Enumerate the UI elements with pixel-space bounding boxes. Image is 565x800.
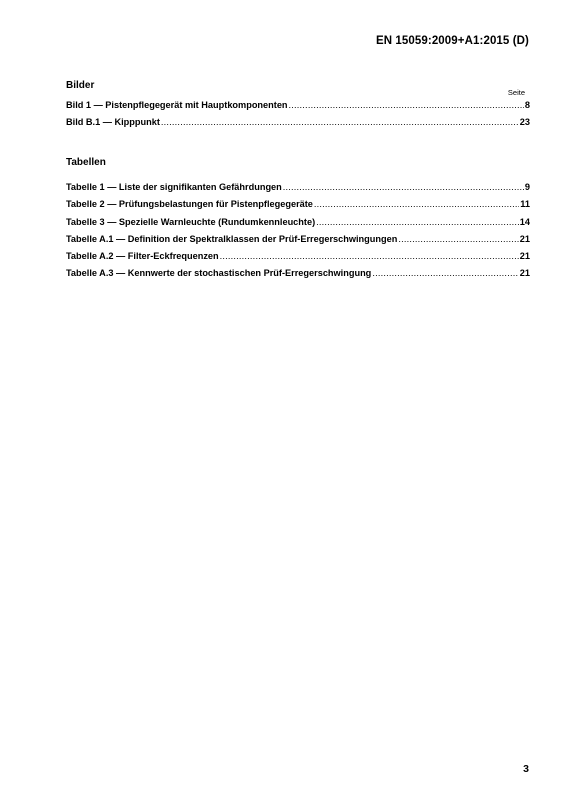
toc-entry-table-2[interactable] (66, 199, 530, 216)
toc-entry-page: 21 (519, 233, 530, 244)
toc-dot-leader (283, 182, 524, 192)
page-number: 3 (523, 763, 529, 775)
toc-entry-figure-b1[interactable] (66, 117, 530, 134)
toc-entry-title: Tabelle 1 — Liste der signifikanten Gefährdungen (66, 182, 282, 192)
toc-entry-title: Tabelle 3 — Spezielle Warnleuchte (Rundumkennleuchte) (66, 216, 316, 227)
toc-dot-leader (220, 251, 519, 261)
toc-dot-leader (372, 268, 518, 278)
toc-dot-leader (398, 234, 518, 244)
toc-entry-title: Bild B.1 — Kipppunkt (66, 117, 160, 128)
toc-entry-table-a1[interactable] (66, 234, 530, 251)
tables-toc-list (66, 182, 530, 286)
figures-toc-list (66, 100, 530, 135)
toc-entry-page: 21 (519, 251, 530, 262)
toc-entry-table-a3[interactable] (66, 268, 530, 285)
toc-entry-title: Tabelle A.2 — Filter-Eckfrequenzen (66, 251, 219, 262)
toc-entry-figure-1[interactable] (66, 100, 530, 117)
toc-entry-page: 11 (520, 199, 530, 210)
figures-heading: Bilder (66, 80, 95, 91)
toc-entry-title: Bild 1 — Pistenpflegegerät mit Hauptkomponenten (66, 100, 288, 110)
toc-entry-table-a2[interactable] (66, 251, 530, 268)
toc-entry-title: Tabelle A.1 — Definition der Spektralklassen der Prüf-Erregerschwingungen (66, 233, 398, 244)
toc-entry-table-1[interactable] (66, 182, 530, 199)
toc-entry-page: 14 (519, 216, 530, 227)
toc-entry-table-3[interactable] (66, 217, 530, 234)
toc-entry-title: Tabelle 2 — Prüfungsbelastungen für Pistenpflegegeräte (66, 199, 313, 210)
page-column-label: Seite (507, 88, 525, 97)
toc-entry-page: 21 (519, 268, 530, 279)
toc-dot-leader (314, 199, 519, 209)
toc-entry-page: 8 (524, 100, 530, 110)
toc-entry-title: Tabelle A.3 — Kennwerte der stochastischen Prüf-Erregerschwingung (66, 268, 372, 279)
toc-entry-page: 23 (519, 117, 530, 128)
document-header-id: EN 15059:2009+A1:2015 (D) (375, 35, 529, 47)
tables-heading: Tabellen (66, 157, 106, 168)
toc-entry-page: 9 (524, 182, 530, 192)
toc-dot-leader (316, 217, 519, 227)
toc-dot-leader (161, 117, 519, 127)
toc-dot-leader (289, 100, 524, 110)
